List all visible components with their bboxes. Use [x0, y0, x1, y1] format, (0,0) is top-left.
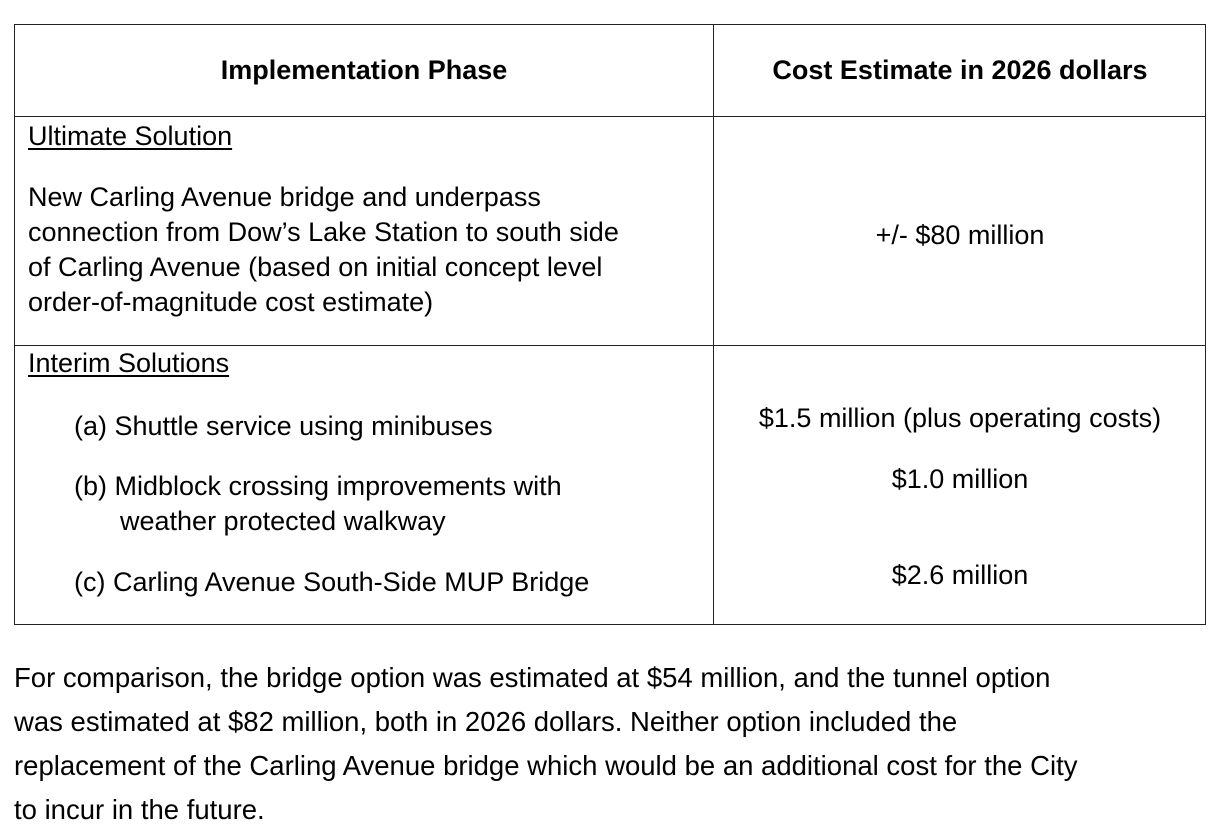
ultimate-description-line: New Carling Avenue bridge and underpass	[28, 182, 541, 212]
paragraph-line: For comparison, the bridge option was estimated at $54 million, and the tunnel option	[14, 662, 1051, 693]
interim-cost-c: $2.6 million	[891, 560, 1029, 590]
paragraph-line: was estimated at $82 million, both in 2026 dollars. Neither option included the	[14, 706, 958, 737]
ultimate-description-line: of Carling Avenue (based on initial concept level	[28, 252, 603, 282]
interim-item-b: (b) Midblock crossing improvements with	[74, 471, 562, 501]
comparison-paragraph	[14, 656, 1214, 832]
ultimate-cost: +/- $80 million	[875, 220, 1045, 250]
header-cost-estimate: Cost Estimate in 2026 dollars	[772, 55, 1148, 85]
interim-item-c: (c) Carling Avenue South-Side MUP Bridge	[74, 567, 590, 597]
ultimate-description-line: order-of-magnitude cost estimate)	[28, 287, 434, 317]
ultimate-solution-heading: Ultimate Solution	[28, 121, 233, 151]
interim-cost-b: $1.0 million	[891, 464, 1029, 494]
header-implementation-phase: Implementation Phase	[220, 55, 508, 85]
interim-cost-a: $1.5 million (plus operating costs)	[758, 403, 1162, 433]
column-divider	[713, 25, 714, 624]
interim-item-a: (a) Shuttle service using minibuses	[74, 411, 493, 441]
interim-solutions-heading: Interim Solutions	[28, 348, 230, 378]
paragraph-line: replacement of the Carling Avenue bridge which would be an additional cost for the City	[14, 750, 1078, 781]
header-divider	[15, 116, 1205, 117]
ultimate-description-line: connection from Dow’s Lake Station to south side	[28, 217, 619, 247]
cost-estimate-table	[14, 24, 1206, 625]
paragraph-line: to incur in the future.	[14, 794, 265, 825]
interim-item-b-continued: weather protected walkway	[120, 506, 446, 536]
